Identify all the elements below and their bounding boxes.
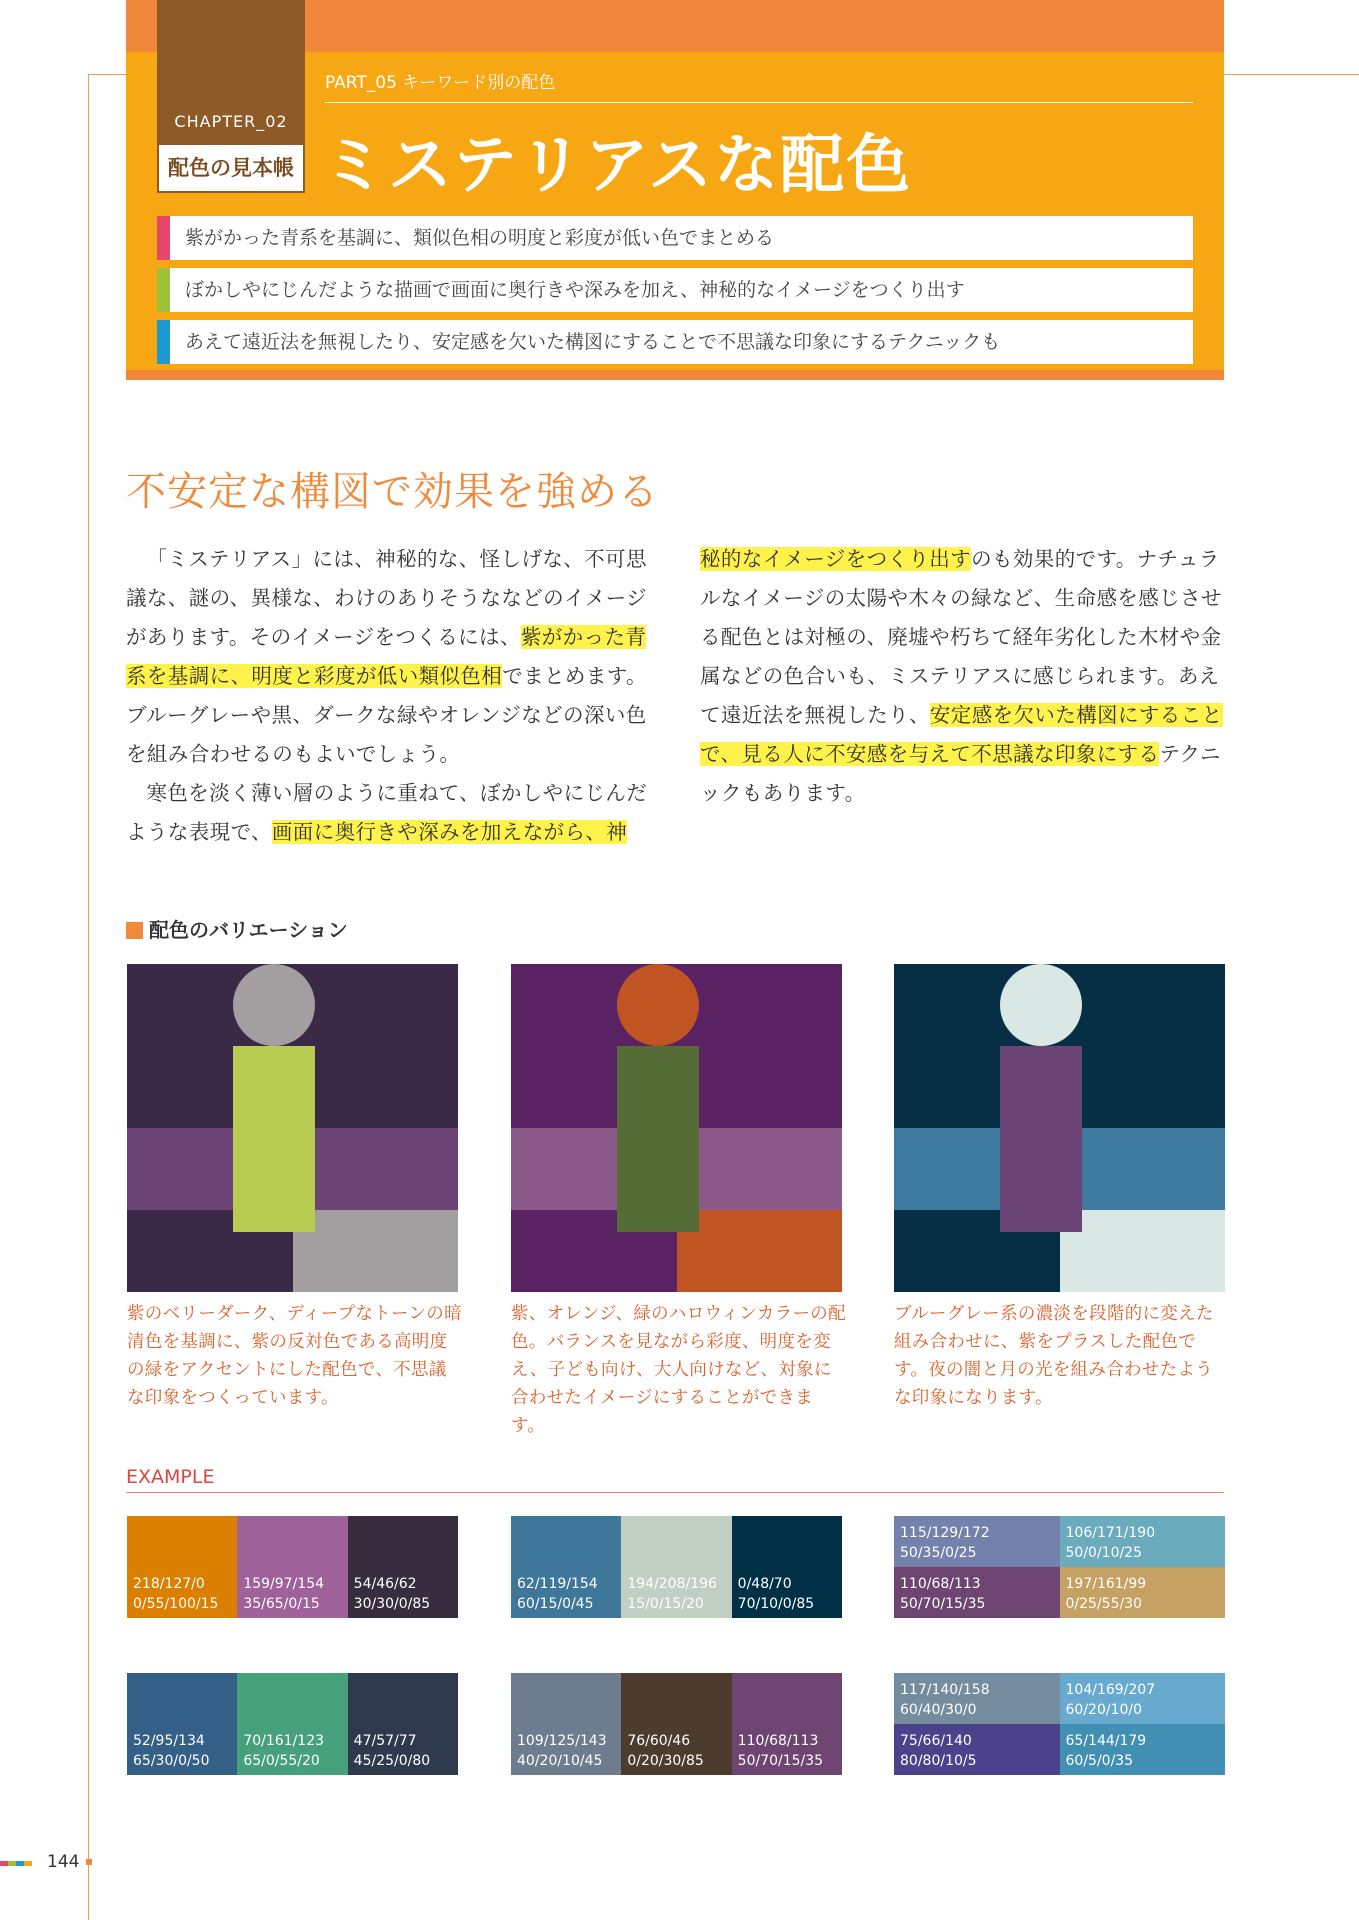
key-point-3 [157,320,1193,364]
swatch-cmyk: 15/0/15/20 [627,1596,704,1612]
swatch-rgb: 197/161/99 [1065,1576,1147,1592]
page-color-bar [0,1861,8,1866]
color-swatch [348,1673,458,1775]
key-point-text: ぼかしやにじんだような描画で画面に奥行きや深みを加え、神秘的なイメージをつくり出す [185,279,965,301]
swatch-rgb: 65/144/179 [1065,1733,1147,1749]
variation-caption-2: 紫、オレンジ、緑のハロウィンカラーの配色。バランスを見ながら彩度、明度を変え、子ども向け、大人向けなど、対象に合わせたイメージにすることができます。 [511,1304,846,1436]
book-label: 配色の見本帳 [159,145,303,191]
swatch-cmyk: 30/30/0/85 [353,1596,431,1612]
swatch-rgb: 110/68/113 [900,1576,981,1592]
swatch-cmyk: 50/35/0/25 [900,1545,977,1561]
margin-line-top-right [1224,74,1359,75]
swatch-rgb: 117/140/158 [900,1682,990,1698]
page-number: 144 [47,1852,80,1872]
swatch-rgb: 106/171/190 [1065,1525,1156,1541]
key-point-marker [157,268,170,312]
scene-figure [617,1046,699,1232]
example-label: EXAMPLE [126,1466,215,1488]
highlight-text: 画面に奥行きや深みを加えながら、神 [271,820,628,844]
swatch-cmyk: 60/15/0/45 [517,1596,594,1612]
swatch-cmyk: 50/70/15/35 [900,1596,986,1612]
swatch-cmyk: 40/20/10/45 [517,1753,603,1769]
scene-moon [617,964,699,1046]
color-swatch [511,1673,621,1775]
part-label: PART_05 キーワード別の配色 [325,73,556,93]
body-text: 「ミステリアス」には、神秘的な、怪しげな、不可思議な、謎の、異様な、わけのありそうななどのイメージがあります。そのイメージをつくるには、 [126,547,648,649]
color-swatch [348,1516,458,1618]
color-swatch [1060,1724,1226,1775]
variation-caption-3: ブルーグレー系の濃淡を段階的に変えた組み合わせに、紫をプラスした配色です。夜の闇と月の光を組み合わせたような印象になります。 [894,1304,1214,1408]
key-point-1 [157,216,1193,260]
swatch-rgb: 70/161/123 [243,1733,325,1749]
swatch-rgb: 76/60/46 [627,1733,691,1749]
swatch-cmyk: 0/55/100/15 [133,1596,219,1612]
key-point-marker [157,320,170,364]
scene-ground-right [1060,1210,1225,1292]
color-swatch [894,1673,1060,1724]
key-point-text: あえて遠近法を無視したり、安定感を欠いた構図にすることで不思議な印象にするテクニックも [185,331,1001,353]
page-color-bar [16,1861,24,1866]
swatch-rgb: 47/57/77 [353,1733,417,1749]
swatch-cmyk: 65/30/0/50 [133,1753,210,1769]
example-divider [126,1492,1224,1493]
page-title: ミステリアスな配色 [322,129,913,203]
highlight-text: 安定感を欠いた構図にすることで、見る人に不安感を与えて不思議な印象にする [700,703,1223,766]
swatch-cmyk: 35/65/0/15 [243,1596,320,1612]
body-text-left [126,540,651,852]
color-swatch [237,1516,347,1618]
header-bottom-bar [126,370,1224,380]
swatch-cmyk: 50/0/10/25 [1065,1545,1143,1561]
body-text: でまとめます。ブルーグレーや黒、ダークな緑やオレンジなどの深い色を組み合わせるのもよいでしょう。 [126,664,647,766]
swatch-cmyk: 70/10/0/85 [737,1596,815,1612]
swatch-cmyk: 60/5/0/35 [1065,1753,1134,1769]
variation-illustration-1 [127,964,458,1292]
swatch-rgb: 104/169/207 [1065,1682,1156,1698]
swatch-rgb: 110/68/113 [737,1733,819,1749]
color-swatch [894,1724,1060,1775]
highlight-text: 秘的なイメージをつくり出す [700,547,972,571]
margin-line-top-left [88,74,126,75]
body-text: 寒色を淡く薄い層のように重ねて、ぼかしやにじんだような表現で、 [126,781,648,844]
color-swatch [894,1567,1060,1618]
scene-moon [1000,964,1082,1046]
swatch-cmyk: 45/25/0/80 [353,1753,431,1769]
color-swatch [621,1516,731,1618]
swatch-rgb: 54/46/62 [353,1576,417,1592]
swatch-cmyk: 50/70/15/35 [737,1753,824,1769]
color-swatch [732,1673,842,1775]
color-swatch [621,1673,731,1775]
swatch-cmyk: 0/25/55/30 [1065,1596,1143,1612]
swatch-cmyk: 0/20/30/85 [627,1753,704,1769]
swatch-cmyk: 80/80/10/5 [900,1753,977,1769]
swatch-cmyk: 65/0/55/20 [243,1753,320,1769]
color-swatch [127,1673,237,1775]
scene-moon [233,964,315,1046]
scene-ground-right [677,1210,842,1292]
color-swatch [127,1516,237,1618]
swatch-rgb: 218/127/0 [133,1576,205,1592]
body-text: のも効果的です。ナチュラルなイメージの太陽や木々の緑など、生命感を感じさせる配色とは対極の、廃墟や朽ちて経年劣化した木材や金属などの色合いも、ミステリアスに感じられます。あえて遠近法を無視したり、 [700,547,1222,727]
swatch-rgb: 75/66/140 [900,1733,972,1749]
key-point-marker [157,216,170,260]
swatch-cmyk: 60/20/10/0 [1065,1702,1143,1718]
scene-figure [1000,1046,1082,1232]
color-swatch [1060,1567,1226,1618]
variation-illustration-2 [511,964,842,1292]
swatch-rgb: 62/119/154 [517,1576,598,1592]
variations-heading [126,914,348,943]
page-dot [86,1859,92,1865]
margin-line [88,74,89,1920]
key-point-text: 紫がかった青系を基調に、類似色相の明度と彩度が低い色でまとめる [185,227,775,249]
swatch-cmyk: 60/40/30/0 [900,1702,977,1718]
swatch-rgb: 159/97/154 [243,1576,325,1592]
color-swatch [237,1673,347,1775]
color-swatch [511,1516,621,1618]
variation-caption-1: 紫のベリーダーク、ディープなトーンの暗清色を基調に、紫の反対色である高明度の緑をアクセントにした配色で、不思議な印象をつくっています。 [127,1304,462,1408]
key-point-2 [157,268,1193,312]
page-color-bar [8,1861,16,1866]
scene-figure [233,1046,315,1232]
chapter-label: CHAPTER_02 [174,112,288,131]
page-color-bar [24,1861,32,1866]
color-swatch [894,1516,1060,1567]
variations-heading-text: 配色のバリエーション [149,918,348,942]
swatch-rgb: 52/95/134 [133,1733,205,1749]
body-text: テクニックもあります。 [700,742,1221,805]
highlight-text: 紫がかった青系を基調に、明度と彩度が低い類似色相 [126,625,647,688]
color-swatch [1060,1673,1226,1724]
variation-illustration-3 [894,964,1225,1292]
color-swatch [732,1516,842,1618]
color-swatch [1060,1516,1226,1567]
swatch-rgb: 109/125/143 [517,1733,607,1749]
heading-square-icon [126,922,143,939]
section-title: 不安定な構図で効果を強める [126,469,659,515]
swatch-rgb: 115/129/172 [900,1525,990,1541]
scene-ground-right [293,1210,458,1292]
body-text-right [700,540,1225,813]
swatch-rgb: 194/208/196 [627,1576,717,1592]
swatch-rgb: 0/48/70 [737,1576,792,1592]
part-divider [325,102,1193,103]
